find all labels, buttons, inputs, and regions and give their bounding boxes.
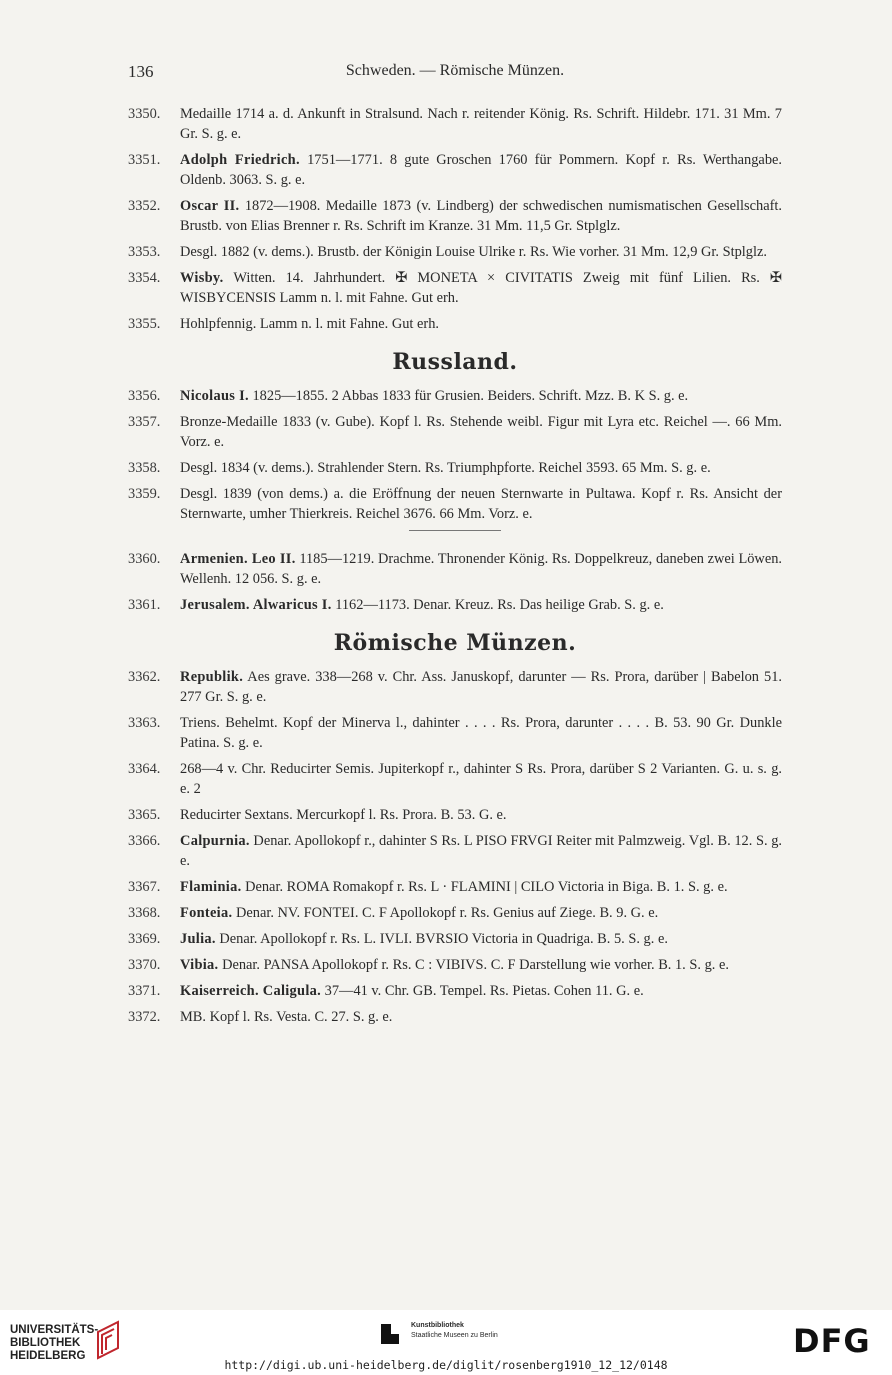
page-number: 136 [128, 62, 154, 81]
entry-description: Denar. Apollokopf r., dahinter S Rs. L PISO FRVGI Reiter mit Palmzweig. Vgl. B. 12. S. g. e. [180, 833, 782, 869]
catalogue-entry [128, 484, 782, 524]
entry-number: 3366. [128, 833, 161, 849]
entry-description: Aes grave. 338—268 v. Chr. Ass. Januskopf, darunter — Rs. Prora, darüber | Babelon 51. 277 Gr. S. g. e. [180, 669, 782, 705]
entry-description: Triens. Behelmt. Kopf der Minerva l., dahinter . . . . Rs. Prora, darunter . . . . B. 53. 90 Gr. Dunkle Patina. S. g. e. [180, 715, 782, 751]
entries-sweden [128, 104, 782, 334]
catalogue-entry [128, 314, 782, 334]
catalogue-entry [128, 386, 782, 406]
entry-description: Denar. NV. FONTEI. C. F Apollokopf r. Rs. Genius auf Ziege. B. 9. G. e. [235, 905, 659, 921]
entry-number: 3365. [128, 807, 161, 823]
entry-text [180, 314, 782, 334]
entry-text [180, 713, 782, 753]
entry-description: 1825—1855. 2 Abbas 1833 für Grusien. Beiders. Schrift. Mzz. B. K S. g. e. [252, 388, 689, 404]
catalogue-entry [128, 713, 782, 753]
entry-text [180, 484, 782, 524]
entry-text [180, 667, 782, 707]
entry-text [180, 268, 782, 308]
entry-description: 1185—1219. Drachme. Thronender König. Rs. Doppelkreuz, daneben zwei Löwen. Wellenh. 12 056. S. g. e. [180, 551, 783, 587]
entry-description: Witten. 14. Jahrhundert. ✠ MONETA × CIVITATIS Zweig mit fünf Lilien. Rs. ✠ WISBYCENSIS Lamm n. l. mit Fahne. Gut erh. [180, 270, 782, 306]
entry-text [180, 929, 782, 949]
entry-text [180, 412, 782, 452]
entry-description: Desgl. 1839 (von dems.) a. die Eröffnung der neuen Sternwarte in Pultawa. Kopf r. Rs. Ansicht der Sternwarte, umher Thierkreis. Reichel 3676. 66 Mm. Vorz. e. [180, 486, 782, 522]
entry-text [180, 903, 782, 923]
ub-logo-line: HEIDELBERG [10, 1350, 86, 1362]
permalink-url[interactable]: http://digi.ub.uni-heidelberg.de/diglit/rosenberg1910_12_12/0148 [224, 1358, 668, 1372]
entry-description: Desgl. 1882 (v. dems.). Brustb. der Königin Louise Ulrike r. Rs. Wie vorher. 31 Mm. 12,9 Gr. Stplglz. [180, 244, 767, 260]
entries-rome [128, 667, 782, 1027]
entry-lead: Fonteia. [180, 905, 233, 921]
entry-number: 3350. [128, 106, 161, 122]
entry-description: 268—4 v. Chr. Reducirter Semis. Jupiterkopf r., dahinter S Rs. Prora, darüber S 2 Varianten. G. u. s. g. e. 2 [180, 761, 782, 797]
entry-number: 3370. [128, 957, 161, 973]
entry-text [180, 981, 782, 1001]
entry-description: 1872—1908. Medaille 1873 (v. Lindberg) der schwedischen numismatischen Gesellschaft. Brustb. von Elias Brenner r. Rs. Schrift im Kranze. 31 Mm. 11,5 Gr. Stplglz. [180, 198, 782, 234]
catalogue-entry [128, 242, 782, 262]
kunstbibliothek-mark-icon [381, 1324, 399, 1344]
entry-description: Hohlpfennig. Lamm n. l. mit Fahne. Gut erh. [180, 316, 439, 332]
entry-number: 3364. [128, 761, 161, 777]
entry-description: Denar. PANSA Apollokopf r. Rs. C : VIBIVS. C. F Darstellung wie vorher. B. 1. S. g. e. [222, 957, 729, 973]
catalogue-entry [128, 104, 782, 144]
catalogue-entry [128, 759, 782, 799]
entry-number: 3368. [128, 905, 161, 921]
entries-russia [128, 386, 782, 524]
entry-text [180, 104, 782, 144]
entry-lead: Flaminia. [180, 879, 242, 895]
catalogue-entry [128, 196, 782, 236]
footer-bar [0, 1310, 892, 1375]
entry-number: 3352. [128, 198, 161, 214]
entry-number: 3351. [128, 152, 161, 168]
catalogue-entry [128, 831, 782, 871]
entry-text [180, 759, 782, 799]
dfg-logo[interactable]: DFG [793, 1322, 871, 1360]
kb-name: Kunstbibliothek [411, 1322, 464, 1329]
catalogue-entry [128, 268, 782, 308]
entry-description: MB. Kopf l. Rs. Vesta. C. 27. S. g. e. [180, 1009, 393, 1025]
ub-logo-line: UNIVERSITÄTS- [10, 1324, 99, 1336]
entry-number: 3357. [128, 414, 161, 430]
entry-text [180, 386, 782, 406]
entry-lead: Calpurnia. [180, 833, 250, 849]
catalogue-entry [128, 929, 782, 949]
catalogue-entry [128, 805, 782, 825]
entry-text [180, 595, 782, 615]
entry-number: 3359. [128, 486, 161, 502]
catalogue-entry [128, 458, 782, 478]
entry-lead: Nicolaus I. [180, 388, 249, 404]
entry-text [180, 955, 782, 975]
entry-lead: Jerusalem. Alwaricus I. [180, 597, 332, 613]
entry-number: 3367. [128, 879, 161, 895]
entry-text [180, 242, 782, 262]
entry-number: 3369. [128, 931, 161, 947]
entry-number: 3355. [128, 316, 161, 332]
catalogue-entry [128, 1007, 782, 1027]
entry-description: 1751—1771. 8 gute Groschen 1760 für Pommern. Kopf r. Rs. Werthangabe. Oldenb. 3063. S. g. e. [180, 152, 783, 188]
entry-text [180, 831, 782, 871]
entry-lead: Vibia. [180, 957, 219, 973]
entry-number: 3358. [128, 460, 161, 476]
entry-number: 3353. [128, 244, 161, 260]
entry-number: 3362. [128, 669, 161, 685]
ub-logo-line: BIBLIOTHEK [10, 1337, 81, 1349]
entry-lead: Wisby. [180, 270, 224, 286]
entry-description: Denar. Apollokopf r. Rs. L. IVLI. BVRSIO Victoria in Quadriga. B. 5. S. g. e. [219, 931, 668, 947]
entry-lead: Adolph Friedrich. [180, 152, 300, 168]
entry-text [180, 196, 782, 236]
catalogue-entry [128, 667, 782, 707]
catalogue-entry [128, 981, 782, 1001]
entries-misc [128, 549, 782, 615]
entry-number: 3371. [128, 983, 161, 999]
entry-description: 37—41 v. Chr. GB. Tempel. Rs. Pietas. Cohen 11. G. e. [324, 983, 644, 999]
entry-number: 3356. [128, 388, 161, 404]
entry-lead: Kaiserreich. Caligula. [180, 983, 322, 999]
entry-lead: Oscar II. [180, 198, 240, 214]
entry-text [180, 877, 782, 897]
catalogue-entry [128, 877, 782, 897]
catalogue-content [128, 104, 782, 1033]
entry-number: 3372. [128, 1009, 161, 1025]
entry-description: Reducirter Sextans. Mercurkopf l. Rs. Prora. B. 53. G. e. [180, 807, 507, 823]
entry-text [180, 458, 782, 478]
catalogue-entry [128, 150, 782, 190]
entry-text [180, 1007, 782, 1027]
separator-rule [409, 530, 501, 531]
running-title: Schweden. — Römische Münzen. [345, 62, 565, 79]
entry-description: Medaille 1714 a. d. Ankunft in Stralsund. Nach r. reitender König. Rs. Schrift. Hildebr. 171. 31 Mm. 7 Gr. S. g. e. [180, 106, 782, 142]
entry-number: 3361. [128, 597, 161, 613]
entry-text [180, 150, 782, 190]
entry-number: 3360. [128, 551, 161, 567]
entry-number: 3354. [128, 270, 161, 286]
catalogue-entry [128, 412, 782, 452]
catalogue-entry [128, 955, 782, 975]
entry-text [180, 549, 782, 589]
entry-text [180, 805, 782, 825]
entry-lead: Julia. [180, 931, 216, 947]
entry-number: 3363. [128, 715, 161, 731]
ub-emblem-icon [92, 1318, 124, 1362]
page-header [128, 62, 782, 88]
entry-description: Denar. ROMA Romakopf r. Rs. L · FLAMINI | CILO Victoria in Biga. B. 1. S. g. e. [245, 879, 728, 895]
kb-subtitle: Staatliche Museen zu Berlin [411, 1332, 498, 1339]
entry-lead: Armenien. Leo II. [180, 551, 296, 567]
catalogue-entry [128, 549, 782, 589]
entry-description: Bronze-Medaille 1833 (v. Gube). Kopf l. Rs. Stehende weibl. Figur mit Lyra etc. Reichel —. 66 Mm. Vorz. e. [180, 414, 782, 450]
entry-lead: Republik. [180, 669, 244, 685]
entry-description: 1162—1173. Denar. Kreuz. Rs. Das heilige Grab. S. g. e. [335, 597, 664, 613]
entry-description: Desgl. 1834 (v. dems.). Strahlender Stern. Rs. Triumphpforte. Reichel 3593. 65 Mm. S. g. e. [180, 460, 711, 476]
section-heading-rome: Römische Münzen. [333, 630, 577, 656]
catalogue-entry [128, 595, 782, 615]
section-heading-russia: Russland. [392, 349, 518, 375]
catalogue-entry [128, 903, 782, 923]
